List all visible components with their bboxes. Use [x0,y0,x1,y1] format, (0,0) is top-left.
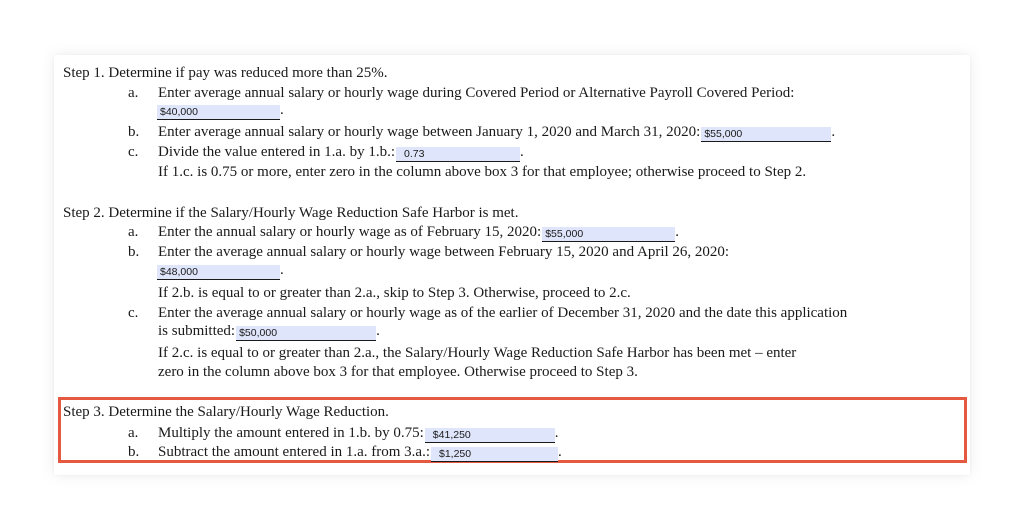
step2-b-marker: b. [128,244,140,260]
step2-a-field[interactable]: $55,000 [542,227,675,242]
step1-a-field[interactable]: $40,000 [157,105,280,120]
step2-a-text: Enter the annual salary or hourly wage as of February 15, 2020: [158,224,542,240]
step2-b-row: $48,000 . [156,261,284,279]
step2-c-marker: c. [128,305,139,321]
step3-b-field[interactable]: $1,250 [431,447,558,462]
step2-b-note: If 2.b. is equal to or greater than 2.a., skip to Step 3. Otherwise, proceed to 2.c. [158,285,631,301]
step1-note: If 1.c. is 0.75 or more, enter zero in the column above box 3 for that employee; otherwise proceed to Step 2. [158,164,807,180]
step3-a-field[interactable]: $41,250 [425,428,555,443]
step2-c-text: Enter the average annual salary or hourly wage as of the earlier of December 31, 2020 and the date this application [158,305,848,321]
step2-c-text2: is submitted: [158,323,236,339]
step1-c-text: Divide the value entered in 1.a. by 1.b.: [158,144,396,160]
step2-c-note1: If 2.c. is equal to or greater than 2.a., the Salary/Hourly Wage Reduction Safe Harbor has been met – enter [158,345,797,361]
step3-a-text: Multiply the amount entered in 1.b. by 0.75: [158,425,424,441]
step1-b-text: Enter average annual salary or hourly wage between January 1, 2020 and March 31, 2020: [158,124,701,140]
step1-c-marker: c. [128,144,139,160]
step1-a-text: Enter average annual salary or hourly wage during Covered Period or Alternative Payroll Covered Period: [158,85,795,101]
step1-c-field[interactable]: 0.73 [396,147,520,162]
step1-b-marker: b. [128,124,140,140]
step1-b-row: Enter average annual salary or hourly wage between January 1, 2020 and March 31, 2020: $55,000 . [158,124,836,140]
step3-title: Step 3. Determine the Salary/Hourly Wage Reduction. [63,404,389,420]
step2-c-field[interactable]: $50,000 [236,326,376,341]
step2-c-note2: zero in the column above box 3 for that employee. Otherwise proceed to Step 3. [158,364,638,380]
step3-a-marker: a. [128,425,139,441]
step1-title: Step 1. Determine if pay was reduced more than 25%. [63,65,388,81]
step2-a-marker: a. [128,224,139,240]
step3-a-row: Multiply the amount entered in 1.b. by 0.75: $41,250 . [158,425,559,441]
step1-a-marker: a. [128,85,139,101]
step3-b-marker: b. [128,444,140,460]
step3-b-text: Subtract the amount entered in 1.a. from 3.a.: [158,444,430,460]
step1-b-field[interactable]: $55,000 [701,127,831,142]
step2-c-row: is submitted: $50,000 . [158,323,380,339]
step2-a-row: Enter the annual salary or hourly wage as of February 15, 2020: $55,000 . [158,224,679,240]
step1-c-row: Divide the value entered in 1.a. by 1.b.: 0.73 . [158,144,524,160]
step3-b-row: Subtract the amount entered in 1.a. from 3.a.: $1,250 . [158,444,562,460]
step2-b-field[interactable]: $48,000 [157,265,280,280]
step1-a-row: $40,000 . [156,101,284,119]
step2-b-text: Enter the average annual salary or hourly wage between February 15, 2020 and April 26, 2020: [158,244,730,260]
step2-title: Step 2. Determine if the Salary/Hourly Wage Reduction Safe Harbor is met. [63,205,519,221]
